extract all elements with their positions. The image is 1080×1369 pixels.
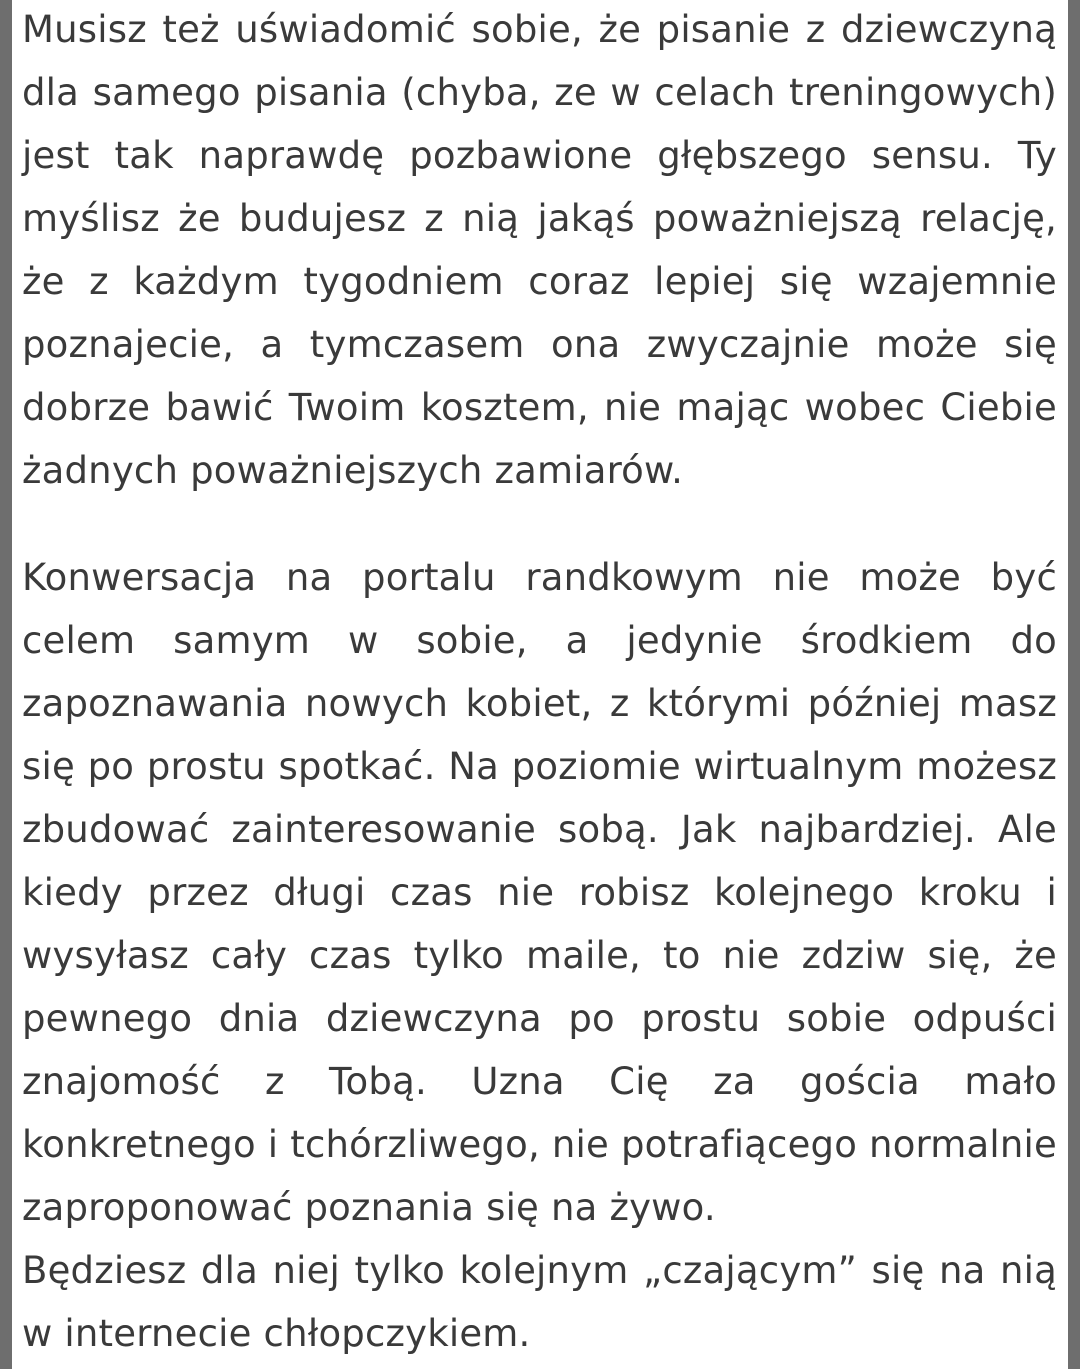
article-body xyxy=(22,0,1057,1365)
right-border xyxy=(1068,0,1080,1369)
paragraph-1: Musisz też uświadomić sobie, że pisanie z dziewczyną dla samego pisania (chyba, ze w celach treningowych) jest tak naprawdę pozbawione głębszego sensu. Ty myślisz że budujesz z nią jakąś poważniejszą relację, że z każdym tygodniem coraz lepiej się wzajemnie poznajecie, a tymczasem ona zwyczajnie może się dobrze bawić Twoim kosztem, nie mając wobec Ciebie żadnych poważniejszych zamiarów. xyxy=(22,8,1057,492)
left-border xyxy=(0,0,12,1369)
paragraph-spacer xyxy=(22,502,1057,546)
paragraph-3: Będziesz dla niej tylko kolejnym „czającym” się na nią w internecie chłopczykiem. xyxy=(22,1249,1057,1355)
paragraph-2: Konwersacja na portalu randkowym nie może być celem samym w sobie, a jedynie środkiem do zapoznawania nowych kobiet, z którymi później masz się po prostu spotkać. Na poziomie wirtualnym możesz zbudować zainteresowanie sobą. Jak najbardziej. Ale kiedy przez długi czas nie robisz kolejnego kroku i wysyłasz cały czas tylko maile, to nie zdziw się, że pewnego dnia dziewczyna po prostu sobie odpuści znajomość z Tobą. Uzna Cię za gościa mało konkretnego i tchórzliwego, nie potrafiącego normalnie zaproponować poznania się na żywo. xyxy=(22,556,1057,1229)
